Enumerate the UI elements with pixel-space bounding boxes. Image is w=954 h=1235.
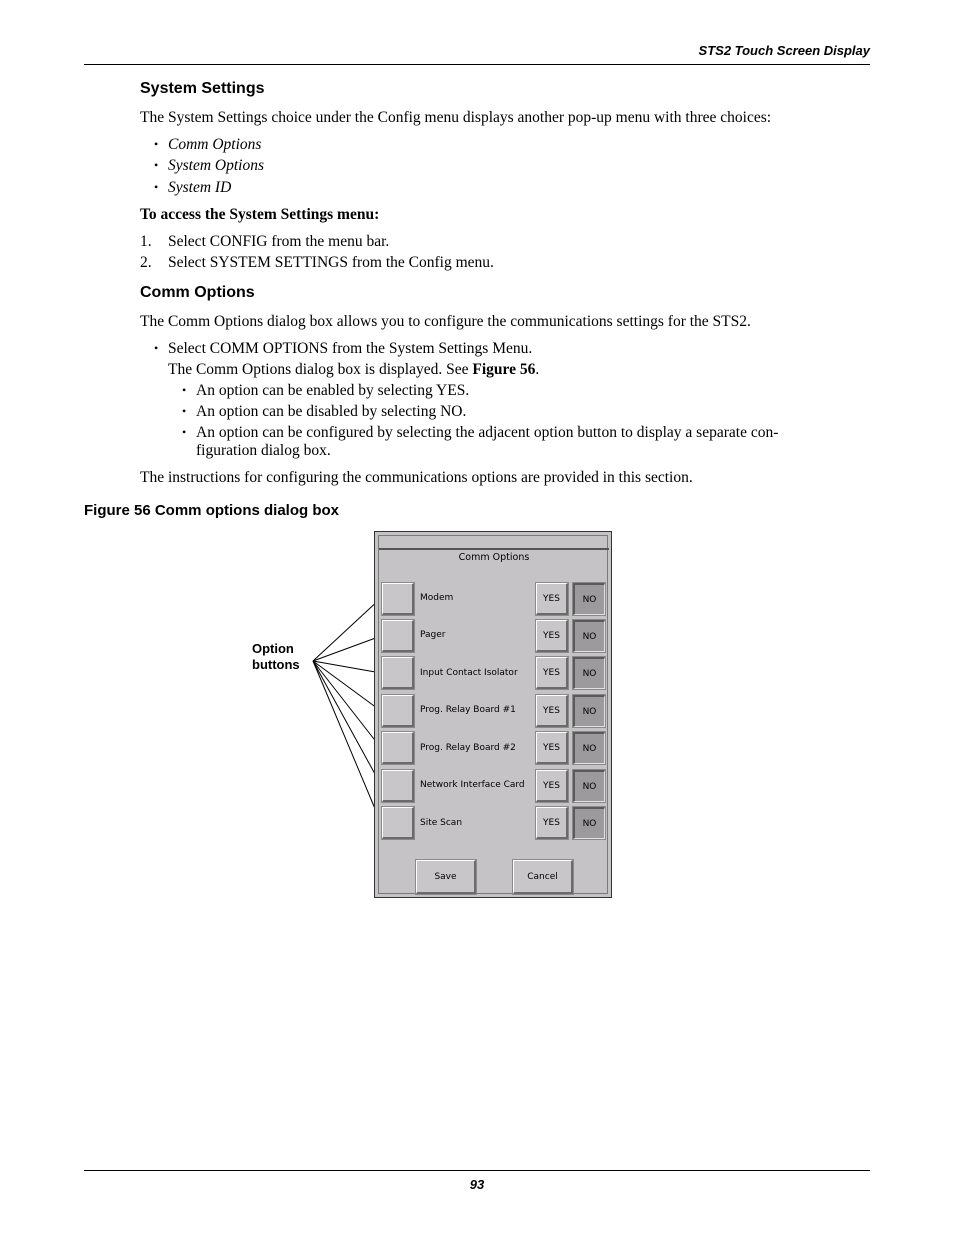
page-number: 93 <box>469 1177 485 1192</box>
choice-item: • System Options <box>154 157 265 174</box>
no-button-relay-board-1[interactable]: NO <box>573 695 605 727</box>
cancel-button[interactable]: Cancel <box>513 860 573 894</box>
choice-item: • Comm Options <box>154 136 262 153</box>
dialog-title: Comm Options <box>458 552 530 563</box>
header-rule <box>84 64 870 65</box>
comm-options-dialog <box>374 531 612 898</box>
option-button-network-interface-card[interactable] <box>382 770 414 802</box>
yes-button-site-scan[interactable]: YES <box>536 807 568 839</box>
option-button-site-scan[interactable] <box>382 807 414 839</box>
yes-button-modem[interactable]: YES <box>536 583 568 615</box>
step-item: 1. Select CONFIG from the menu bar. <box>140 233 390 250</box>
no-button-site-scan[interactable]: NO <box>573 807 605 839</box>
figure-ref: Figure 56 <box>472 361 536 378</box>
access-heading: To access the System Settings menu: <box>140 206 380 223</box>
dialog-titlebar[interactable] <box>379 536 609 550</box>
no-button-network-interface-card[interactable]: NO <box>573 770 605 802</box>
option-label-modem: Modem <box>420 593 454 603</box>
sub-bullet-continuation: figuration dialog box. <box>196 442 331 459</box>
step-item: 2. Select SYSTEM SETTINGS from the Config menu. <box>140 254 494 271</box>
comm-bullet: • Select COMM OPTIONS from the System Settings Menu. <box>154 340 533 357</box>
footer-rule <box>84 1170 870 1171</box>
heading-system-settings: System Settings <box>140 80 265 97</box>
option-button-relay-board-1[interactable] <box>382 695 414 727</box>
option-label-relay-board-1: Prog. Relay Board #1 <box>420 705 516 715</box>
yes-button-input-contact-isolator[interactable]: YES <box>536 657 568 689</box>
option-button-pager[interactable] <box>382 620 414 652</box>
option-buttons-callout: Option buttons <box>252 641 300 672</box>
running-header: STS2 Touch Screen Display <box>698 43 870 58</box>
sub-bullet: • An option can be enabled by selecting YES. <box>182 382 470 399</box>
option-label-pager: Pager <box>420 630 446 640</box>
option-label-network-interface-card: Network Interface Card <box>420 780 525 790</box>
option-label-input-contact-isolator: Input Contact Isolator <box>420 668 518 678</box>
yes-button-relay-board-2[interactable]: YES <box>536 732 568 764</box>
yes-button-relay-board-1[interactable]: YES <box>536 695 568 727</box>
no-button-pager[interactable]: NO <box>573 620 605 652</box>
choice-item: • System ID <box>154 179 232 196</box>
option-button-input-contact-isolator[interactable] <box>382 657 414 689</box>
heading-comm-options: Comm Options <box>140 284 255 301</box>
figure-caption: Figure 56 Comm options dialog box <box>84 502 340 519</box>
option-label-site-scan: Site Scan <box>420 818 463 828</box>
yes-button-pager[interactable]: YES <box>536 620 568 652</box>
comm-options-intro: The Comm Options dialog box allows you to configure the communications settings for the STS2. <box>140 313 751 330</box>
comm-displayed-text: The Comm Options dialog box is displayed. See Figure 56. <box>168 361 540 378</box>
save-button[interactable]: Save <box>416 860 476 894</box>
sub-bullet: • An option can be disabled by selecting NO. <box>182 403 467 420</box>
comm-options-closing: The instructions for configuring the communications options are provided in this section. <box>140 469 693 486</box>
no-button-relay-board-2[interactable]: NO <box>573 732 605 764</box>
yes-button-network-interface-card[interactable]: YES <box>536 770 568 802</box>
option-button-relay-board-2[interactable] <box>382 732 414 764</box>
no-button-input-contact-isolator[interactable]: NO <box>573 657 605 689</box>
sub-bullet: • An option can be configured by selecting the adjacent option button to display a separate con- <box>182 424 779 441</box>
option-label-relay-board-2: Prog. Relay Board #2 <box>420 743 516 753</box>
option-button-modem[interactable] <box>382 583 414 615</box>
no-button-modem[interactable]: NO <box>573 583 605 615</box>
system-settings-intro: The System Settings choice under the Config menu displays another pop-up menu with three choices: <box>140 109 772 126</box>
